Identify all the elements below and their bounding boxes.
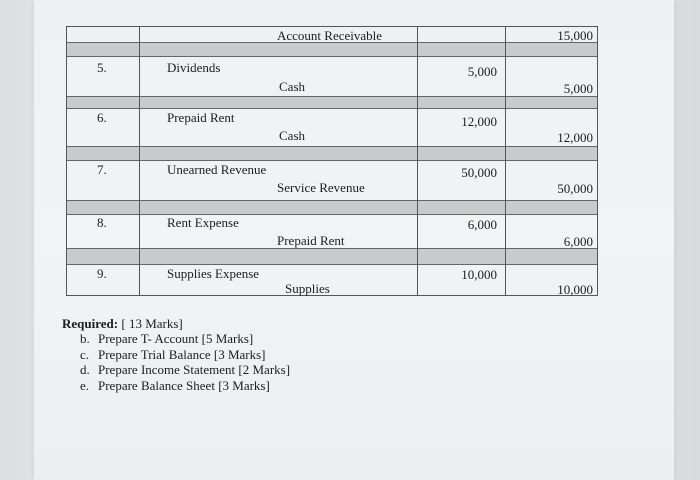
debit-amount: 50,000 — [461, 165, 497, 180]
column-divider — [417, 27, 418, 295]
list-letter: d. — [80, 362, 90, 377]
column-divider — [505, 27, 506, 295]
debit-account: Supplies Expense — [167, 266, 260, 281]
required-section — [62, 316, 290, 393]
entry-number: 6. — [97, 110, 107, 125]
list-letter: e. — [80, 377, 90, 393]
requirements-list — [62, 331, 290, 393]
list-letter: c. — [80, 346, 90, 362]
credit-account: Supplies — [285, 281, 330, 296]
table-row-spacer — [67, 147, 597, 161]
entry-number: 7. — [97, 162, 107, 177]
credit-account: Service Revenue — [277, 180, 365, 195]
table-row-spacer — [67, 43, 597, 57]
credit-account: Cash — [279, 79, 305, 94]
debit-amount: 5,000 — [467, 64, 497, 79]
list-item — [80, 347, 290, 363]
list-item — [80, 331, 290, 347]
credit-amount: 15,000 — [557, 28, 593, 43]
list-item — [80, 378, 290, 394]
credit-amount: 5,000 — [563, 81, 593, 96]
list-text: Prepare Income Statement [2 Marks] — [98, 362, 291, 377]
table-row-spacer — [67, 249, 597, 265]
journal-table — [66, 26, 598, 296]
table-row-spacer — [67, 201, 597, 215]
list-text: Prepare T- Account [5 Marks] — [98, 331, 254, 346]
credit-account: Cash — [279, 128, 305, 143]
debit-account: Prepaid Rent — [167, 110, 235, 125]
debit-account: Dividends — [167, 60, 221, 75]
entry-number: 5. — [97, 60, 107, 75]
credit-amount: 50,000 — [557, 181, 593, 196]
required-marks: [ 13 Marks] — [121, 316, 183, 331]
column-divider — [139, 27, 140, 295]
credit-amount: 6,000 — [563, 234, 593, 249]
credit-amount: 12,000 — [557, 130, 593, 145]
debit-account: Unearned Revenue — [167, 162, 267, 177]
debit-amount: 10,000 — [461, 267, 497, 282]
credit-account: Account Receivable — [277, 28, 383, 43]
list-text: Prepare Trial Balance [3 Marks] — [98, 346, 266, 362]
credit-account: Prepaid Rent — [277, 233, 345, 248]
required-label: Required: — [62, 316, 119, 331]
table-row-spacer — [67, 97, 597, 109]
entry-number: 9. — [97, 266, 107, 281]
list-item — [80, 362, 290, 378]
entry-number: 8. — [97, 215, 107, 230]
debit-amount: 12,000 — [461, 114, 497, 129]
required-heading — [62, 316, 290, 331]
debit-amount: 6,000 — [467, 217, 497, 232]
list-text: Prepare Balance Sheet [3 Marks] — [98, 377, 270, 393]
credit-amount: 10,000 — [557, 282, 593, 297]
debit-account: Rent Expense — [167, 215, 239, 230]
list-letter: b. — [80, 331, 90, 346]
